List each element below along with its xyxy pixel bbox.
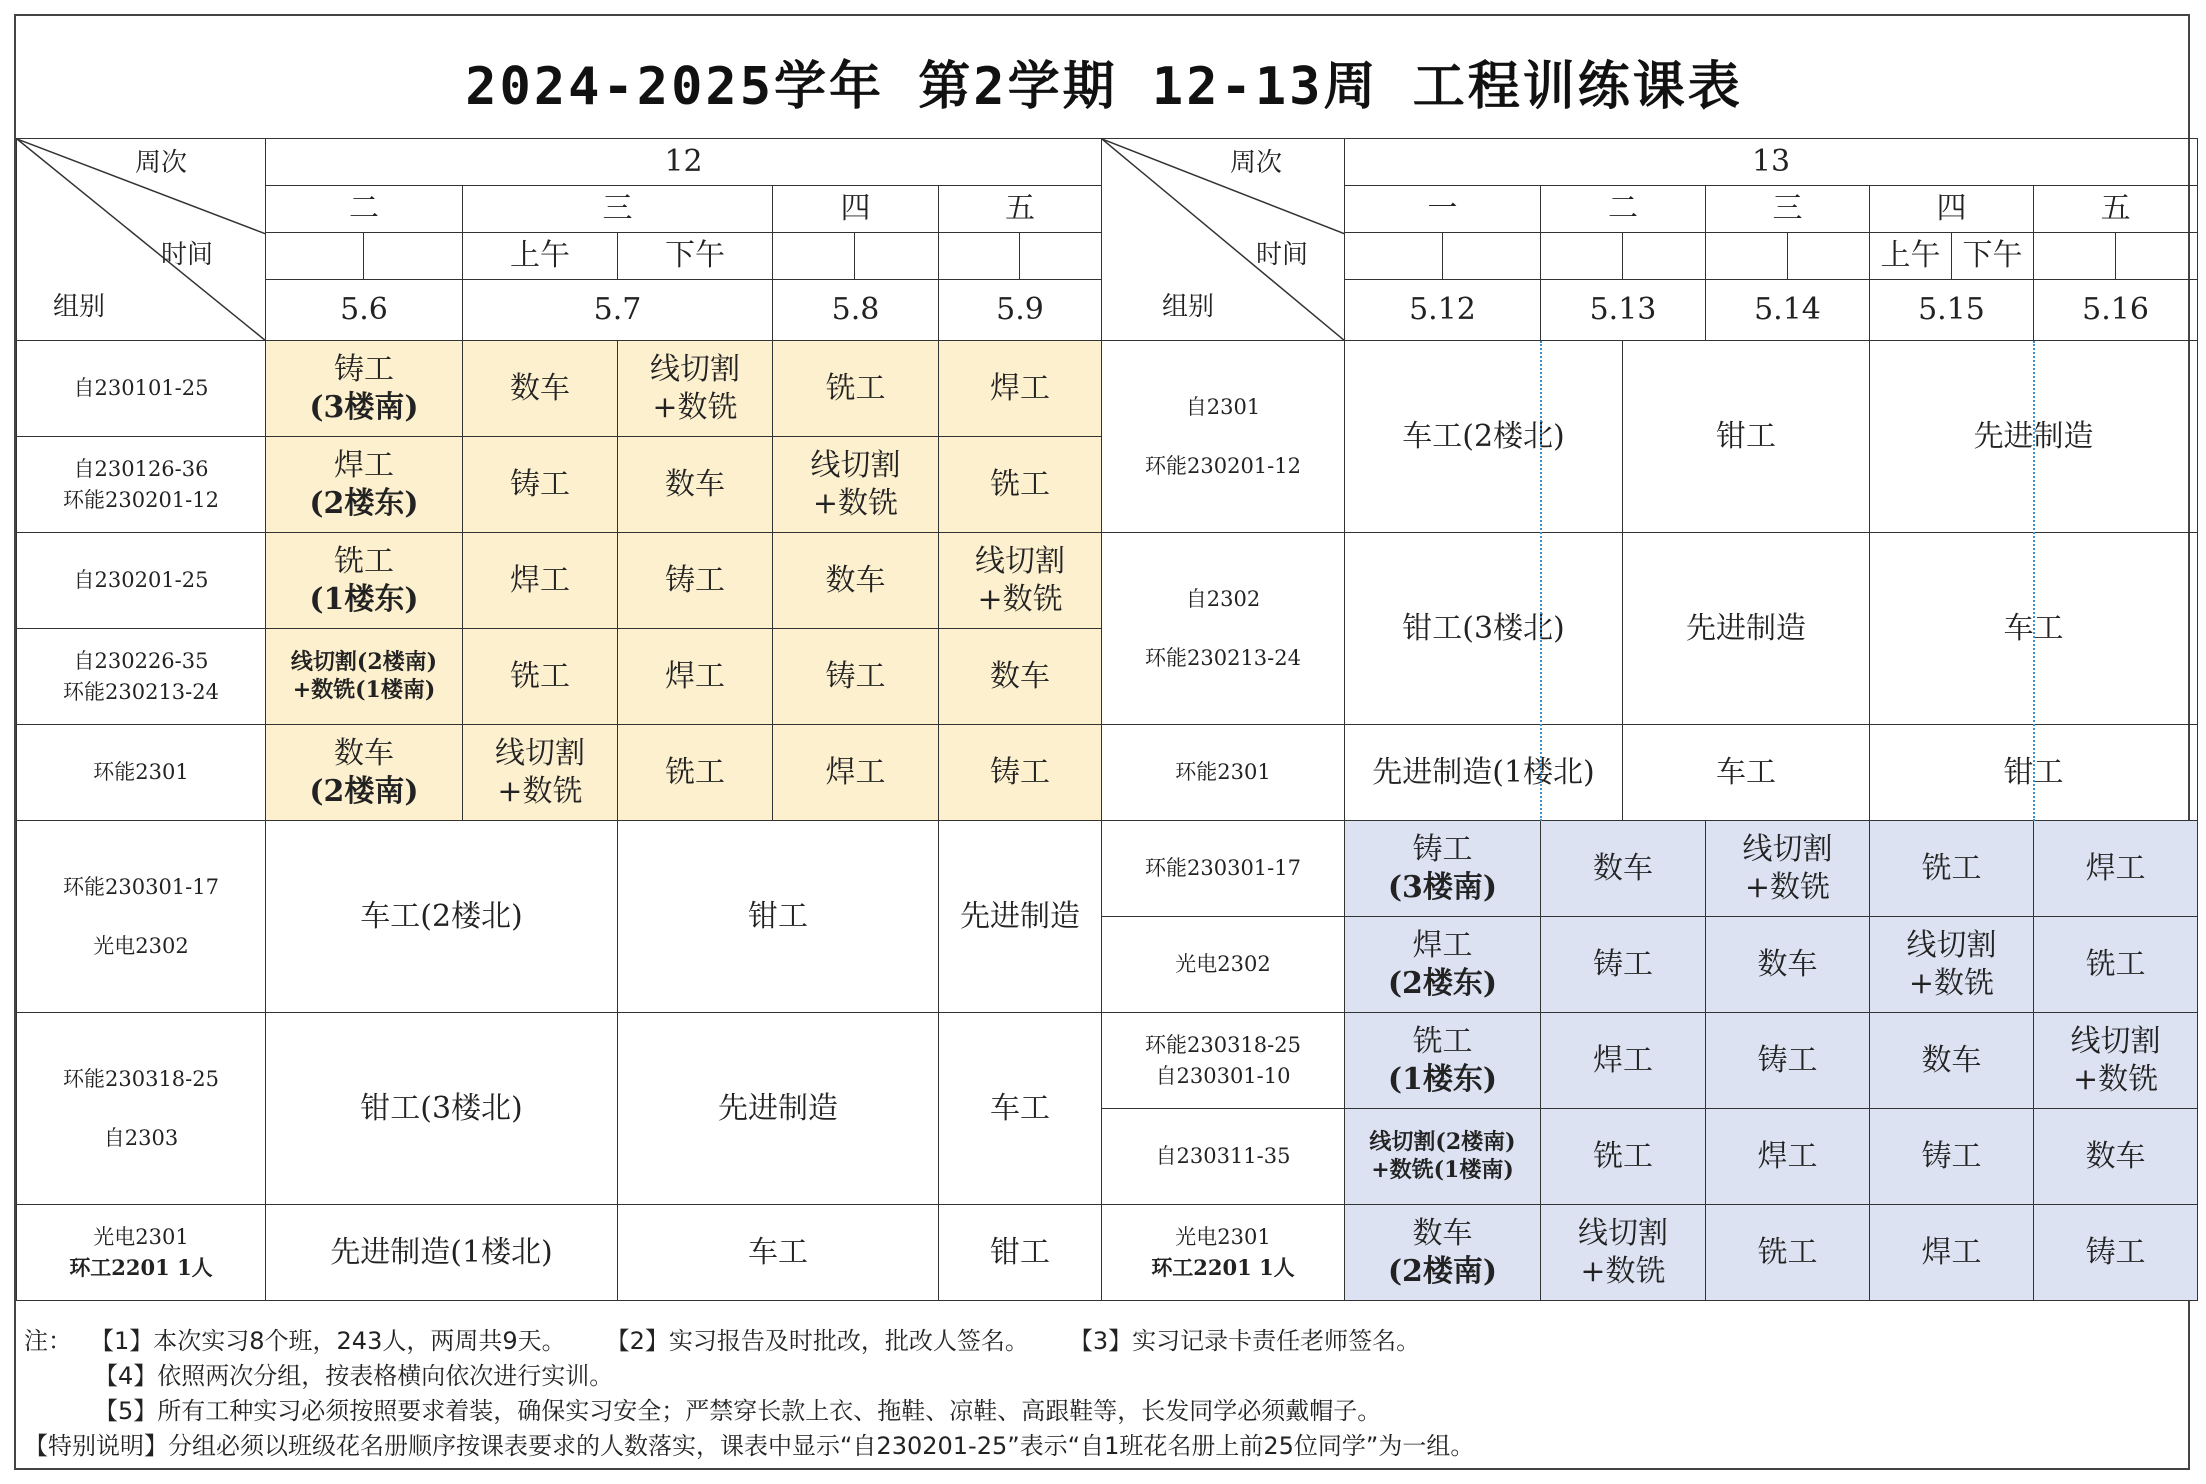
day-header: 三 [463, 186, 773, 233]
schedule-cell [1345, 1013, 1541, 1109]
cell-line: +数铣 [1580, 1253, 1666, 1289]
schedule-block: 车工 [939, 1013, 1102, 1205]
day-header: 四 [773, 186, 939, 233]
week-number: 12 [266, 139, 1102, 186]
schedule-cell: 铣工 [2034, 917, 2198, 1013]
cell-location: (1楼东) [309, 581, 419, 617]
cell-line: 铸工 [334, 352, 394, 387]
cell-line: +数铣 [812, 485, 899, 521]
group-name [1102, 341, 1345, 533]
cell-line: 线切割 [975, 544, 1066, 579]
schedule-cell: 铸工 [2034, 1205, 2198, 1301]
day-header: 二 [1541, 186, 1706, 233]
half-day-cell [364, 233, 463, 280]
group-name-line: 自2302 [1185, 587, 1261, 612]
schedule-block: 钳工(3楼北) [266, 1013, 618, 1205]
group-name [1102, 1013, 1345, 1109]
schedule-cell: 铣工 [1870, 821, 2034, 917]
group-name-line: 自2301 [1185, 395, 1261, 420]
corner-time-label: 时间 [1256, 240, 1309, 270]
note-3: 【3】实习记录卡责任老师签名。 [1068, 1327, 1421, 1355]
half-day-cell [1541, 233, 1623, 280]
group-name-line: 自230126-36 [73, 457, 209, 482]
schedule-cell: 铣工 [939, 437, 1102, 533]
group-name: 环能230301-17 [1102, 821, 1345, 917]
cell-location: (3楼南) [1387, 869, 1498, 905]
half-day-cell [939, 233, 1020, 280]
cell-line: 焊工 [334, 448, 394, 483]
group-name-line: 环能230201-12 [1145, 453, 1301, 478]
group-name: 自230311-35 [1102, 1109, 1345, 1205]
group-name-line: 环能230213-24 [1145, 645, 1301, 670]
cell-line: +数铣(1楼南) [1371, 1156, 1514, 1183]
date-header: 5.7 [463, 280, 773, 341]
group-name-line: 环能230318-25 [63, 1067, 219, 1092]
schedule-cell: 数车 [2034, 1109, 2198, 1205]
schedule-block: 先进制造 [1623, 533, 1870, 725]
cell-line: +数铣 [977, 581, 1063, 617]
schedule-cell [1345, 1109, 1541, 1205]
page-title: 2024-2025学年 第2学期 12-13周 工程训练课表 [465, 57, 1743, 117]
corner-group-label: 组别 [53, 292, 106, 322]
schedule-cell: 铸工 [939, 725, 1102, 821]
group-name: 自230101-25 [17, 341, 266, 437]
schedule-cell: 铸工 [463, 437, 618, 533]
group-name-line: 自230226-35 [73, 649, 209, 674]
group-name [17, 821, 266, 1013]
half-day-cell [1443, 233, 1541, 280]
note-5: 【5】所有工种实习必须按照要求着装，确保实习安全；严禁穿长款上衣、拖鞋、凉鞋、高跟鞋等，长发同学必须戴帽子。 [94, 1397, 1382, 1425]
header-corner [1102, 139, 1345, 341]
day-header: 四 [1870, 186, 2034, 233]
schedule-cell [463, 725, 618, 821]
schedule-cell: 焊工 [939, 341, 1102, 437]
schedule-cell [2034, 1013, 2198, 1109]
schedule-cell: 焊工 [618, 629, 773, 725]
cell-line: 线切割 [650, 352, 740, 387]
group-name [1102, 1205, 1345, 1301]
date-header: 5.16 [2034, 280, 2198, 341]
schedule-cell: 数车 [463, 341, 618, 437]
schedule-block: 钳工(3楼北) [1345, 533, 1623, 725]
cell-line: +数铣 [652, 389, 738, 425]
schedule-cell: 焊工 [463, 533, 618, 629]
cell-line: +数铣 [1908, 965, 1995, 1001]
schedule-cell [1870, 917, 2034, 1013]
schedule-cell: 数车 [618, 437, 773, 533]
cell-line: +数铣 [497, 773, 583, 809]
group-name-line: 自230301-10 [1155, 1063, 1291, 1088]
schedule-cell: 铸工 [773, 629, 939, 725]
schedule-cell [773, 437, 939, 533]
note-2: 【2】实习报告及时批改，批改人签名。 [605, 1327, 1029, 1355]
cell-line: 铣工 [1412, 1024, 1473, 1059]
day-header: 二 [266, 186, 463, 233]
cell-line: 线切割 [1578, 1216, 1668, 1251]
schedule-cell: 数车 [773, 533, 939, 629]
cell-line: 铸工 [1412, 832, 1473, 867]
date-header: 5.12 [1345, 280, 1541, 341]
date-header: 5.6 [266, 280, 463, 341]
schedule-sheet [14, 14, 2190, 1470]
schedule-cell: 铣工 [618, 725, 773, 821]
half-day-cell [1623, 233, 1706, 280]
group-name-line [17, 1253, 265, 1283]
group-name-line: 自2303 [103, 1125, 179, 1150]
group-name-line: 环能230318-25 [1145, 1033, 1301, 1058]
schedule-cell: 铸工 [1541, 917, 1706, 1013]
schedule-block: 钳工 [1870, 725, 2198, 821]
day-header: 五 [939, 186, 1102, 233]
schedule-cell [1541, 1205, 1706, 1301]
note-4: 【4】依照两次分组，按表格横向依次进行实训。 [94, 1362, 614, 1390]
half-day-cell [1020, 233, 1102, 280]
group-name-line: 环能230301-17 [63, 875, 219, 900]
schedule-cell: 铣工 [463, 629, 618, 725]
group-name-line: 光电2301 [93, 1225, 189, 1250]
schedule-block: 钳工 [939, 1205, 1102, 1301]
half-day-divider [2033, 341, 2035, 821]
cell-location: (2楼东) [309, 485, 419, 521]
cell-line: 数车 [1412, 1216, 1473, 1251]
date-header: 5.14 [1706, 280, 1870, 341]
schedule-block: 车工 [1623, 725, 1870, 821]
schedule-cell: 焊工 [1706, 1109, 1870, 1205]
schedule-block: 先进制造(1楼北) [1345, 725, 1623, 821]
group-name-line: 光电2301 [1175, 1225, 1271, 1250]
schedule-cell: 铸工 [618, 533, 773, 629]
day-header: 三 [1706, 186, 1870, 233]
schedule-cell [618, 341, 773, 437]
cell-location: (1楼东) [1387, 1061, 1498, 1097]
group-name [17, 1205, 266, 1301]
cell-line: 线切割 [1906, 928, 1997, 963]
note-line [24, 1324, 2174, 1359]
cell-line: 线切割 [1742, 832, 1833, 867]
day-header: 一 [1345, 186, 1541, 233]
schedule-cell [1345, 917, 1541, 1013]
cell-line: 线切割 [810, 448, 901, 483]
cell-line: 数车 [334, 736, 394, 771]
group-name-line [1102, 1253, 1344, 1283]
schedule-cell [266, 533, 463, 629]
schedule-block: 车工(2楼北) [266, 821, 618, 1013]
schedule-cell [939, 533, 1102, 629]
special-note: 【特别说明】分组必须以班级花名册顺序按课表要求的人数落实，课表中显示“自230201-25”表示“自1班花名册上前25位同学”为一组。 [24, 1432, 1475, 1460]
date-header: 5.9 [939, 280, 1102, 341]
group-name [1102, 533, 1345, 725]
schedule-block: 先进制造(1楼北) [266, 1205, 618, 1301]
schedule-cell: 焊工 [1870, 1205, 2034, 1301]
half-day-cell [2116, 233, 2198, 280]
schedule-cell: 铣工 [773, 341, 939, 437]
header-corner [17, 139, 266, 341]
schedule-cell: 铸工 [1706, 1013, 1870, 1109]
schedule-cell: 铣工 [1541, 1109, 1706, 1205]
schedule-block: 钳工 [618, 821, 939, 1013]
schedule-cell [1706, 821, 1870, 917]
cell-line: +数铣 [2072, 1061, 2159, 1097]
cell-line: 线切割 [495, 736, 585, 771]
schedule-block: 钳工 [1623, 341, 1870, 533]
half-day-cell [1788, 233, 1870, 280]
notes-section [24, 1324, 2174, 1464]
schedule-cell: 焊工 [2034, 821, 2198, 917]
group-name-line: 光电2302 [93, 933, 189, 958]
group-name: 环能2301 [17, 725, 266, 821]
cell-line: +数铣(1楼南) [292, 676, 436, 703]
group-name-bold: 环工2201 1人 [1151, 1254, 1295, 1280]
cell-line: 线切割(2楼南) [1369, 1129, 1516, 1155]
cell-line: 线切割(2楼南) [290, 649, 438, 675]
schedule-cell: 铣工 [1706, 1205, 1870, 1301]
week-12-table [16, 138, 1102, 1301]
group-name-bold: 环工2201 1人 [69, 1254, 213, 1280]
notes-label: 注： [24, 1327, 72, 1355]
schedule-cell: 数车 [1870, 1013, 2034, 1109]
half-day-cell [773, 233, 855, 280]
half-day-cell [2034, 233, 2116, 280]
group-name: 环能2301 [1102, 725, 1345, 821]
am-label: 上午 [463, 233, 618, 280]
cell-line: 焊工 [1412, 928, 1473, 963]
cell-location: (2楼东) [1387, 965, 1498, 1001]
schedule-block: 车工 [1870, 533, 2198, 725]
half-day-divider [1540, 341, 1542, 821]
schedule-cell: 数车 [1541, 821, 1706, 917]
schedule-cell [266, 725, 463, 821]
cell-location: (2楼南) [309, 773, 419, 809]
group-name [17, 629, 266, 725]
schedule-cell [266, 629, 463, 725]
group-name-line: 环能230201-12 [63, 487, 219, 512]
schedule-cell: 焊工 [773, 725, 939, 821]
half-day-cell [266, 233, 364, 280]
am-label: 上午 [1870, 233, 1952, 280]
group-name: 光电2302 [1102, 917, 1345, 1013]
schedule-block: 车工 [618, 1205, 939, 1301]
cell-line: +数铣 [1744, 869, 1831, 905]
half-day-cell [1345, 233, 1443, 280]
half-day-cell [855, 233, 939, 280]
day-header: 五 [2034, 186, 2198, 233]
week-number: 13 [1345, 139, 2198, 186]
cell-location: (2楼南) [1387, 1253, 1498, 1289]
schedule-cell [266, 341, 463, 437]
schedule-cell: 数车 [939, 629, 1102, 725]
schedule-cell [1345, 821, 1541, 917]
cell-location: (3楼南) [309, 389, 419, 425]
cell-line: 铣工 [334, 544, 394, 579]
group-name-line: 环能230213-24 [63, 679, 219, 704]
group-name: 自230201-25 [17, 533, 266, 629]
group-name [17, 1013, 266, 1205]
schedule-block: 先进制造 [1870, 341, 2198, 533]
schedule-cell [1345, 1205, 1541, 1301]
date-header: 5.13 [1541, 280, 1706, 341]
cell-line: 线切割 [2070, 1024, 2161, 1059]
date-header: 5.8 [773, 280, 939, 341]
date-header: 5.15 [1870, 280, 2034, 341]
group-name [17, 437, 266, 533]
note-1: 【1】本次实习8个班，243人，两周共9天。 [90, 1327, 566, 1355]
corner-week-label: 周次 [1230, 148, 1283, 178]
pm-label: 下午 [618, 233, 773, 280]
schedule-block: 车工(2楼北) [1345, 341, 1623, 533]
schedule-cell: 铸工 [1870, 1109, 2034, 1205]
corner-group-label: 组别 [1162, 292, 1215, 322]
schedule-block: 先进制造 [939, 821, 1102, 1013]
half-day-cell [1706, 233, 1788, 280]
corner-time-label: 时间 [161, 240, 214, 270]
schedule-cell: 焊工 [1541, 1013, 1706, 1109]
schedule-cell [266, 437, 463, 533]
schedule-cell: 数车 [1706, 917, 1870, 1013]
schedule-block: 先进制造 [618, 1013, 939, 1205]
pm-label: 下午 [1952, 233, 2034, 280]
corner-week-label: 周次 [135, 148, 188, 178]
